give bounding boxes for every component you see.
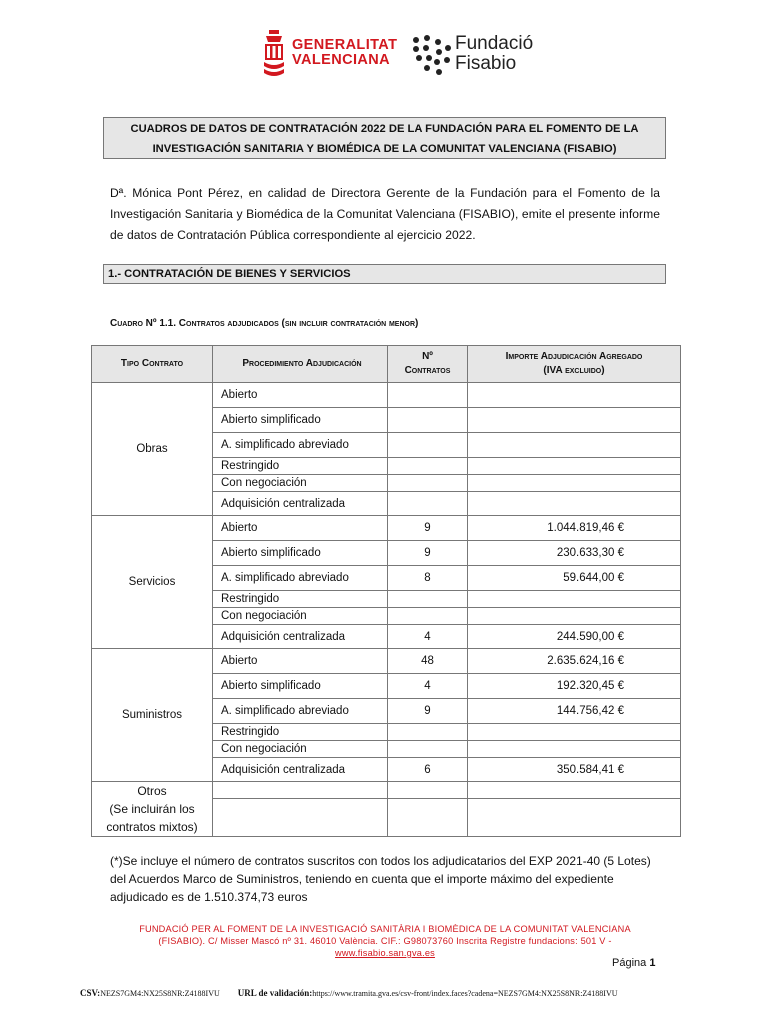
csv-code: NEZS7GM4:NX25S8NR:Z4188IVU [100,989,220,998]
amount-cell [468,492,681,516]
header-num-l2: Contratos [404,365,451,376]
header-importe-l2: (IVA excluido) [543,365,605,376]
otros-line: contratos mixtos) [106,820,198,834]
title-line2: INVESTIGACIÓN SANITARIA Y BIOMÉDICA DE LA COMUNITAT VALENCIANA (FISABIO) [152,143,617,155]
count-cell: 4 [388,674,468,699]
header-tipo: Tipo Contrato [92,346,213,383]
caption-prefix: Cuadro Nº 1.1. [110,318,176,329]
table-row [92,782,681,799]
table-row [92,383,681,408]
page-number [612,957,655,969]
procedure-cell: Adquisición centralizada [213,625,388,649]
table-row [92,649,681,674]
amount-cell: 1.044.819,46 € [468,516,681,541]
count-cell: 9 [388,699,468,724]
count-cell [388,383,468,408]
amount-cell: 230.633,30 € [468,541,681,566]
csv-label: CSV: [80,988,101,998]
empty-cell [468,782,681,799]
header-procedimiento: Procedimiento Adjudicación [213,346,388,383]
amount-cell [468,433,681,458]
amount-cell: 144.756,42 € [468,699,681,724]
count-cell [388,433,468,458]
gv-line1: GENERALITAT [292,37,398,53]
amount-cell [468,408,681,433]
count-cell: 9 [388,516,468,541]
count-cell [388,741,468,758]
amount-cell [468,458,681,475]
procedure-cell: Con negociación [213,608,388,625]
csv-url-label: URL de validación: [237,988,313,998]
title-line1: CUADROS DE DATOS DE CONTRATACIÓN 2022 DE LA FUNDACIÓN PARA EL FOMENTO DE LA [130,123,639,135]
count-cell [388,475,468,492]
footnote: (*)Se incluye el número de contratos suscritos con todos los adjudicatarios del EXP 2021-40 (5 Lotes) del Acuerdos Marco de Suministros, teniendo en cuenta que el importe máximo del expediente adjudicado es de 1.510.374,73 euros [110,854,651,904]
generalitat-wordmark [292,38,397,68]
amount-cell [468,741,681,758]
group-name: Obras [92,383,213,516]
count-cell: 8 [388,566,468,591]
csv-line [80,988,618,998]
header-logos [262,28,562,84]
gv-line2: VALENCIANA [292,52,390,68]
amount-cell: 244.590,00 € [468,625,681,649]
footer [100,923,670,959]
group-otros [92,782,213,837]
document-title [103,117,666,159]
procedure-cell: A. simplificado abreviado [213,433,388,458]
count-cell: 4 [388,625,468,649]
otros-line: (Se incluirán los [109,802,195,816]
footer-line2: (FISABIO). C/ Misser Mascó nº 31. 46010 València. CIF.: G98073760 Inscrita Registre fundacions: 501 V - [158,936,612,946]
procedure-cell: Abierto [213,383,388,408]
procedure-cell: Restringido [213,458,388,475]
empty-cell [388,782,468,799]
table-caption [110,318,418,329]
procedure-cell: Abierto simplificado [213,674,388,699]
header-importe-l1: Importe Adjudicación Agregado [505,351,643,362]
procedure-cell: Con negociación [213,741,388,758]
procedure-cell: Abierto simplificado [213,541,388,566]
empty-cell [213,782,388,799]
fis-line2: Fisabio [455,53,517,74]
empty-cell [468,799,681,837]
header-num [388,346,468,383]
count-cell: 9 [388,541,468,566]
procedure-cell: Restringido [213,724,388,741]
caption-title: Contratos adjudicados (sin incluir contratación menor) [178,318,419,329]
footer-line1: FUNDACIÓ PER AL FOMENT DE LA INVESTIGACIÓ SANITÀRIA I BIOMÈDICA DE LA COMUNITAT VALENCIANA [139,924,631,934]
amount-cell: 59.644,00 € [468,566,681,591]
procedure-cell: Adquisición centralizada [213,758,388,782]
table-row [92,516,681,541]
procedure-cell: Abierto simplificado [213,408,388,433]
procedure-cell: Con negociación [213,475,388,492]
amount-cell [468,591,681,608]
group-name: Suministros [92,649,213,782]
count-cell [388,724,468,741]
count-cell [388,591,468,608]
otros-line: Otros [137,784,167,798]
empty-cell [388,799,468,837]
header-num-l1: Nº [422,351,433,362]
page-label: Página [612,957,647,969]
count-cell [388,492,468,516]
section-heading: 1.- CONTRATACIÓN DE BIENES Y SERVICIOS [103,264,666,284]
amount-cell [468,724,681,741]
amount-cell: 2.635.624,16 € [468,649,681,674]
procedure-cell: A. simplificado abreviado [213,566,388,591]
fisabio-wordmark [455,34,533,74]
footer-link[interactable]: www.fisabio.san.gva.es [335,948,435,958]
header-importe [468,346,681,383]
amount-cell [468,475,681,492]
generalitat-emblem-icon [262,30,286,80]
procedure-cell: Abierto [213,516,388,541]
fis-line1: Fundació [455,33,534,54]
count-cell: 6 [388,758,468,782]
procedure-cell: Restringido [213,591,388,608]
fisabio-mark-icon [412,34,452,76]
page-num: 1 [649,957,656,969]
procedure-cell: A. simplificado abreviado [213,699,388,724]
amount-cell [468,383,681,408]
procedure-cell: Abierto [213,649,388,674]
amount-cell: 192.320,45 € [468,674,681,699]
count-cell: 48 [388,649,468,674]
procedure-cell: Adquisición centralizada [213,492,388,516]
empty-cell [213,799,388,837]
amount-cell: 350.584,41 € [468,758,681,782]
csv-url[interactable]: https://www.tramita.gva.es/csv-front/index.faces?cadena=NEZS7GM4:NX25S8NR:Z4188IVU [312,989,618,998]
count-cell [388,408,468,433]
intro-paragraph: Dª. Mónica Pont Pérez, en calidad de Directora Gerente de la Fundación para el Fomento de la Investigación Sanitaria y Biomédica de la Comunitat Valenciana (FISABIO), emite el presente informe de datos de Contratación Pública correspondiente al ejercicio 2022. [110,186,660,242]
count-cell [388,608,468,625]
contracts-table [91,345,681,837]
group-name: Servicios [92,516,213,649]
amount-cell [468,608,681,625]
count-cell [388,458,468,475]
